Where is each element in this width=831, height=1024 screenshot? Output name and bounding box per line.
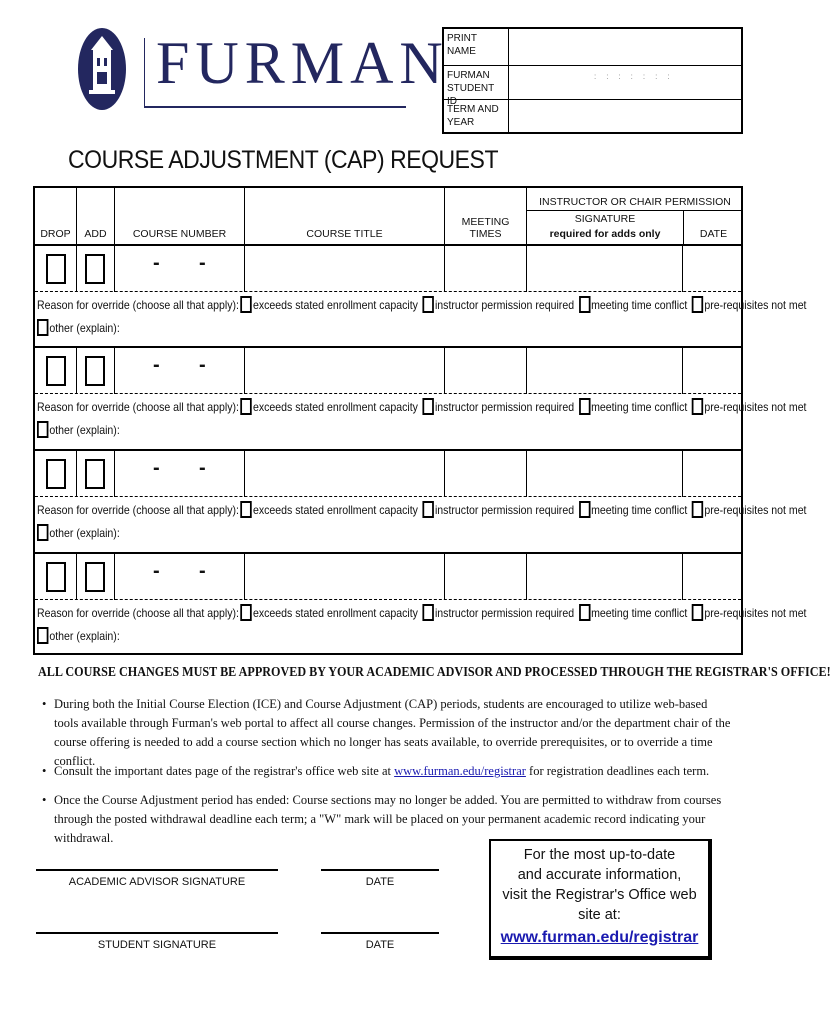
term-year-field[interactable] xyxy=(508,100,741,134)
capacity-checkbox[interactable] xyxy=(241,604,252,621)
instructor-signature-field[interactable] xyxy=(527,246,683,292)
print-name-label: PRINT NAME xyxy=(447,33,477,57)
student-signature-label: STUDENT SIGNATURE xyxy=(97,939,217,951)
meeting-times-field[interactable] xyxy=(445,348,527,394)
term-year-row xyxy=(444,100,741,134)
col-drop: DROP xyxy=(35,188,77,244)
course-title-field[interactable] xyxy=(245,554,445,600)
registrar-info-box xyxy=(489,839,712,960)
permission-checkbox[interactable] xyxy=(423,296,434,313)
logo-divider xyxy=(144,38,145,106)
permission-checkbox[interactable] xyxy=(423,501,434,518)
add-checkbox[interactable] xyxy=(85,562,105,592)
student-date-line[interactable] xyxy=(321,932,439,934)
registrar-url-link[interactable]: www.furman.edu/registrar xyxy=(500,929,699,946)
date-field[interactable] xyxy=(683,348,743,394)
student-date-label: DATE xyxy=(365,939,395,951)
col-date: DATE xyxy=(683,210,743,244)
advisor-signature-label: ACADEMIC ADVISOR SIGNATURE xyxy=(68,876,246,888)
bullet-web-tools: • During both the Initial Course Election (ICE) and Course Adjustment (CAP) periods, students are encouraged to utilize web-based tools available through Furman's web portal to affect all course changes. Permission of the instructor and/or the department chair of the course offering is needed to add a course section which no longer has seats available, to override prerequisites, or to override a time conflict. xyxy=(42,697,731,768)
meeting-times-field[interactable] xyxy=(445,554,527,600)
conflict-checkbox[interactable] xyxy=(579,501,590,518)
meeting-times-field[interactable] xyxy=(445,451,527,497)
student-id-label: FURMAN STUDENT ID xyxy=(447,70,495,107)
conflict-checkbox[interactable] xyxy=(579,604,590,621)
info-line-1: For the most up-to-date xyxy=(523,847,676,863)
other-checkbox[interactable] xyxy=(37,524,48,541)
course-title-field[interactable] xyxy=(245,246,445,292)
student-info-box xyxy=(442,27,743,134)
form-title: COURSE ADJUSTMENT (CAP) REQUEST xyxy=(68,146,499,174)
print-name-row xyxy=(444,29,741,66)
col-course-number: COURSE NUMBER xyxy=(115,188,245,244)
prereq-checkbox[interactable] xyxy=(692,604,703,621)
course-number-field[interactable]: - - xyxy=(115,246,245,292)
col-meeting-times: MEETING TIMES xyxy=(445,188,527,244)
furman-logo xyxy=(78,28,449,110)
student-id-row xyxy=(444,66,741,107)
drop-checkbox[interactable] xyxy=(46,459,66,489)
conflict-checkbox[interactable] xyxy=(579,296,590,313)
drop-checkbox[interactable] xyxy=(46,356,66,386)
col-course-title: COURSE TITLE xyxy=(245,188,445,244)
override-reasons: Reason for override (choose all that apply): exceeds stated enrollment capacity instructor permission required meeting time conflict pre-requisites not met xyxy=(37,298,807,312)
capacity-checkbox[interactable] xyxy=(241,296,252,313)
course-number-field[interactable]: - - xyxy=(115,451,245,497)
meeting-times-field[interactable] xyxy=(445,246,527,292)
add-checkbox[interactable] xyxy=(85,254,105,284)
bullet-icon: • xyxy=(42,764,47,778)
course-row-4 xyxy=(35,554,807,653)
course-row-3 xyxy=(35,451,807,554)
instructor-signature-field[interactable] xyxy=(527,348,683,394)
date-field[interactable] xyxy=(683,451,743,497)
advisor-date-label: DATE xyxy=(365,876,395,888)
other-checkbox[interactable] xyxy=(37,319,48,336)
registrar-link[interactable]: www.furman.edu/registrar xyxy=(394,764,526,778)
prereq-checkbox[interactable] xyxy=(692,398,703,415)
other-reason: other (explain): xyxy=(37,627,120,644)
student-id-field[interactable] xyxy=(508,66,741,99)
other-reason: other (explain): xyxy=(37,319,120,336)
course-number-field[interactable]: - - xyxy=(115,554,245,600)
info-line-3: visit the Registrar's Office web site at: xyxy=(502,887,697,923)
instructor-signature-field[interactable] xyxy=(527,554,683,600)
course-number-field[interactable]: - - xyxy=(115,348,245,394)
bell-tower-emblem-icon xyxy=(78,28,126,110)
logo-underline xyxy=(144,106,406,108)
capacity-checkbox[interactable] xyxy=(241,398,252,415)
instructor-signature-field[interactable] xyxy=(527,451,683,497)
add-checkbox[interactable] xyxy=(85,459,105,489)
id-digit-guides: ::::::: xyxy=(594,72,680,81)
info-line-2: and accurate information, xyxy=(517,867,682,883)
bullet-withdrawal: • Once the Course Adjustment period has ended: Course sections may no longer be added. You are permitted to withdraw from courses through the posted withdrawal deadline each term; a "W" mark will be placed on your permanent academic record indicating your withdrawal. xyxy=(42,793,722,845)
override-reasons: Reason for override (choose all that apply): exceeds stated enrollment capacity instructor permission required meeting time conflict pre-requisites not met xyxy=(37,400,807,414)
student-signature-line[interactable] xyxy=(36,932,278,934)
permission-checkbox[interactable] xyxy=(423,398,434,415)
advisor-date-line[interactable] xyxy=(321,869,439,871)
prereq-checkbox[interactable] xyxy=(692,296,703,313)
other-reason: other (explain): xyxy=(37,524,120,541)
drop-checkbox[interactable] xyxy=(46,562,66,592)
table-header xyxy=(35,188,741,246)
prereq-checkbox[interactable] xyxy=(692,501,703,518)
other-checkbox[interactable] xyxy=(37,421,48,438)
print-name-field[interactable] xyxy=(508,29,741,65)
course-table xyxy=(33,186,807,655)
permission-checkbox[interactable] xyxy=(423,604,434,621)
term-year-label: TERM AND YEAR xyxy=(447,104,499,128)
add-checkbox[interactable] xyxy=(85,356,105,386)
other-checkbox[interactable] xyxy=(37,627,48,644)
bullet-icon: • xyxy=(42,697,47,711)
course-title-field[interactable] xyxy=(245,451,445,497)
advisor-signature-line[interactable] xyxy=(36,869,278,871)
logo-wordmark: FURMAN xyxy=(156,30,449,96)
bullet-icon: • xyxy=(42,793,47,807)
course-row-1 xyxy=(35,246,807,348)
approval-warning: ALL COURSE CHANGES MUST BE APPROVED BY YOUR ACADEMIC ADVISOR AND PROCESSED THROUGH THE REGISTRAR'S OFFICE! xyxy=(38,664,831,679)
date-field[interactable] xyxy=(683,554,743,600)
capacity-checkbox[interactable] xyxy=(241,501,252,518)
override-reasons: Reason for override (choose all that apply): exceeds stated enrollment capacity instructor permission required meeting time conflict pre-requisites not met xyxy=(37,503,807,517)
bullet-important-dates: • Consult the important dates page of the registrar's office web site at www.furman.edu/registrar for registration deadlines each term. xyxy=(42,762,732,781)
course-row-2 xyxy=(35,348,807,451)
conflict-checkbox[interactable] xyxy=(579,398,590,415)
drop-checkbox[interactable] xyxy=(46,254,66,284)
date-field[interactable] xyxy=(683,246,743,292)
course-title-field[interactable] xyxy=(245,348,445,394)
col-instructor-permission: INSTRUCTOR OR CHAIR PERMISSION SIGNATURE required for adds only DATE xyxy=(527,188,743,244)
other-reason: other (explain): xyxy=(37,421,120,438)
override-reasons: Reason for override (choose all that apply): exceeds stated enrollment capacity instructor permission required meeting time conflict pre-requisites not met xyxy=(37,606,807,620)
col-add: ADD xyxy=(77,188,115,244)
